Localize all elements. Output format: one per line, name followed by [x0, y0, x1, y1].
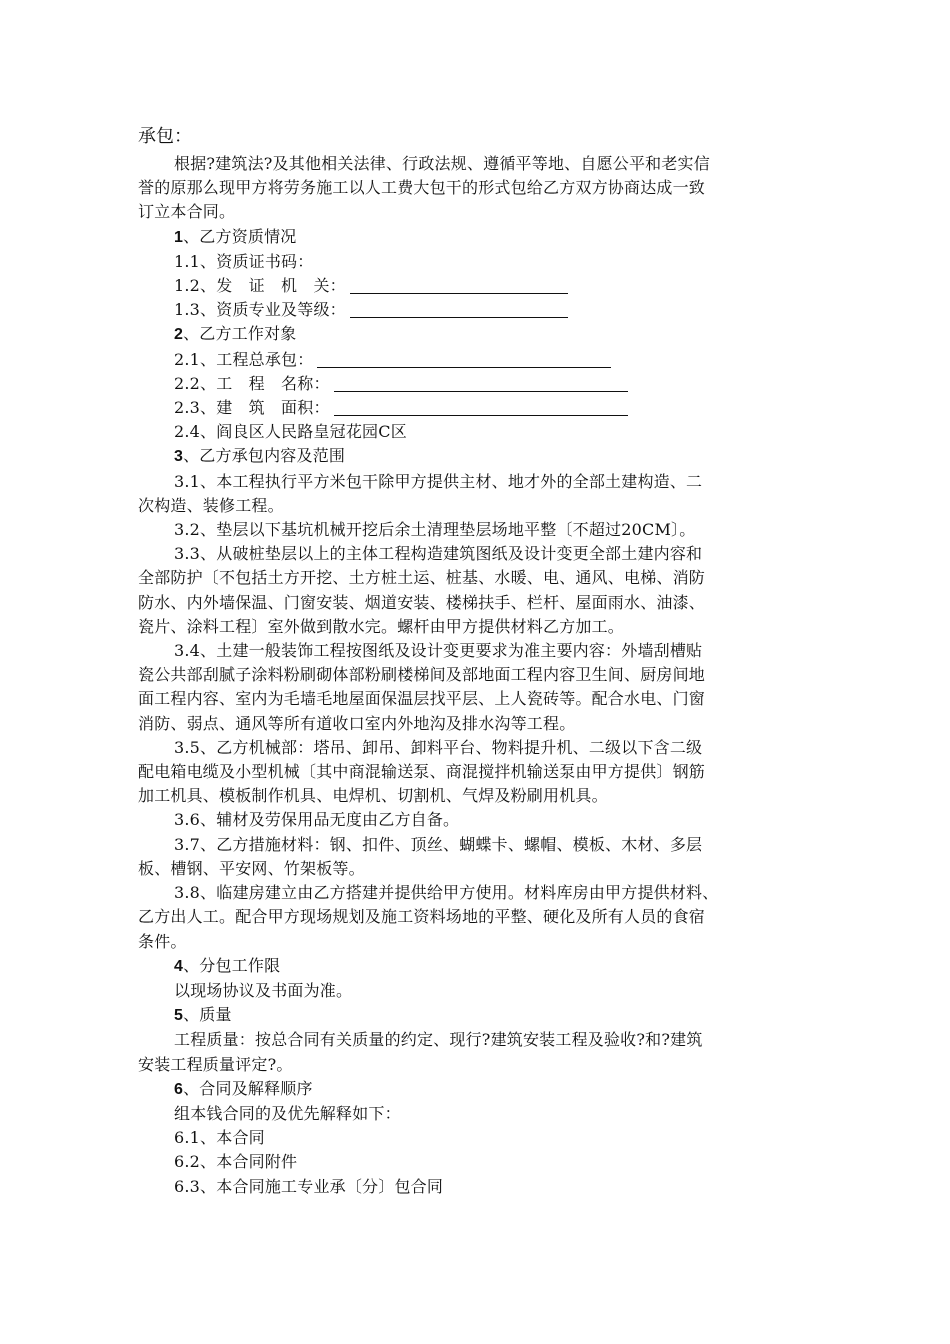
section-heading-5 [138, 1003, 818, 1028]
section-number: 4 [174, 957, 184, 975]
clause-3-4: 消防、弱点、通风等所有道收口室内外地沟及排水沟等工程。 [138, 713, 576, 733]
clause-6-intro: 组本钱合同的及优先解释如下： [174, 1103, 401, 1123]
blank-underline [334, 375, 628, 392]
clause-4-text: 以现场协议及书面为准。 [174, 980, 353, 1000]
field-label: 1.1、资质证书码： [174, 251, 314, 271]
section-heading-6 [138, 1077, 818, 1102]
section-number: 1 [174, 228, 184, 246]
field-label: 2.1、工程总承包： [174, 349, 314, 369]
clause-3-3: 3.3、从破桩垫层以上的主体工程构造建筑图纸及设计变更全部土建内容和 [174, 544, 703, 564]
section-title: 、乙方资质情况 [183, 226, 297, 246]
field-general-contractor [138, 348, 818, 372]
section-title: 、乙方承包内容及范围 [183, 446, 346, 466]
clause-6-2: 6.2、本合同附件 [174, 1152, 298, 1172]
clause-3-7: 板、槽钢、平安网、竹架板等。 [138, 858, 365, 878]
section-heading-2 [138, 322, 818, 347]
field-label: 2.3、建 筑 面积： [174, 398, 330, 418]
field-label: 1.3、资质专业及等级： [174, 300, 346, 320]
document-body [138, 124, 818, 1199]
section-heading-3 [138, 444, 818, 469]
blank-underline [334, 399, 628, 416]
section-title: 、分包工作限 [183, 955, 281, 975]
field-project-name [138, 372, 818, 396]
clause-3-4: 瓷公共部刮腻子涂料粉刷砌体部粉刷楼梯间及部地面工程内容卫生间、厨房间地 [138, 665, 706, 685]
field-building-area [138, 396, 818, 420]
clause-3-4: 面工程内容、室内为毛墙毛地屋面保温层找平层、上人瓷砖等。配合水电、门窗 [138, 689, 706, 709]
blank-underline [350, 301, 568, 318]
clause-3-1: 次构造、装修工程。 [138, 495, 284, 515]
document-title: 承包： [138, 126, 192, 147]
intro-line: 根据?建筑法?及其他相关法律、行政法规、遵循平等地、自愿公平和老实信 [174, 154, 710, 173]
clause-3-6: 3.6、辅材及劳保用品无度由乙方自备。 [174, 810, 460, 830]
section-title: 、乙方工作对象 [183, 324, 297, 344]
section-title: 、质量 [183, 1005, 232, 1025]
clause-3-5: 3.5、乙方机械部：塔吊、卸吊、卸料平台、物料提升机、二级以下含二级 [174, 737, 703, 757]
clause-3-2: 3.2、垫层以下基坑机械开挖后余土清理垫层场地平整〔不超过20CM〕。 [174, 520, 696, 540]
blank-underline [317, 351, 611, 368]
clause-3-5: 加工机具、模板制作机具、电焊机、切割机、气焊及粉刷用机具。 [138, 786, 608, 806]
intro-line: 订立本合同。 [138, 202, 236, 222]
field-cert-number [138, 250, 818, 274]
field-location: 2.4、阎良区人民路皇冠花园C区 [174, 422, 407, 442]
clause-3-3: 瓷片、涂料工程〕室外做到散水完。螺杆由甲方提供材料乙方加工。 [138, 616, 625, 636]
clause-3-8: 3.8、临建房建立由乙方搭建并提供给甲方使用。材料库房由甲方提供材料、 [174, 883, 719, 903]
clause-3-3: 防水、内外墙保温、门窗安装、烟道安装、楼梯扶手、栏杆、屋面雨水、油漆、 [138, 592, 706, 612]
clause-3-8: 条件。 [138, 931, 187, 951]
section-heading-4 [138, 954, 818, 979]
section-title: 、合同及解释顺序 [183, 1078, 313, 1098]
clause-3-8: 乙方出人工。配合甲方现场规划及施工资料场地的平整、硬化及所有人员的食宿 [138, 907, 706, 927]
field-label: 2.2、工 程 名称： [174, 373, 330, 393]
section-number: 5 [174, 1007, 184, 1025]
field-qualification-grade [138, 298, 818, 322]
clause-3-1: 3.1、本工程执行平方米包干除甲方提供主材、地才外的全部土建构造、二 [174, 471, 703, 491]
intro-line: 誉的原那么现甲方将劳务施工以人工费大包干的形式包给乙方双方协商达成一致 [138, 178, 706, 198]
section-number: 6 [174, 1080, 184, 1098]
clause-3-5: 配电箱电缆及小型机械〔其中商混输送泵、商混搅拌机输送泵由甲方提供〕钢筋 [138, 762, 706, 782]
clause-5-text: 工程质量：按总合同有关质量的约定、现行?建筑安装工程及验收?和?建筑 [174, 1030, 703, 1050]
field-issuing-authority [138, 274, 818, 298]
section-heading-1 [138, 225, 818, 250]
field-label: 1.2、发 证 机 关： [174, 276, 346, 296]
section-number: 3 [174, 448, 184, 466]
clause-3-3: 全部防护〔不包括土方开挖、土方桩土运、桩基、水暖、电、通风、电梯、消防 [138, 568, 706, 588]
section-number: 2 [174, 326, 184, 344]
clause-6-1: 6.1、本合同 [174, 1128, 265, 1148]
clause-5-text: 安装工程质量评定?。 [138, 1054, 293, 1074]
blank-underline [350, 277, 568, 294]
clause-6-3: 6.3、本合同施工专业承〔分〕包合同 [174, 1176, 444, 1196]
clause-3-4: 3.4、土建一般装饰工程按图纸及设计变更要求为准主要内容：外墙刮槽贴 [174, 641, 703, 661]
clause-3-7: 3.7、乙方措施材料：钢、扣件、顶丝、蝴蝶卡、螺帽、模板、木材、多层 [174, 834, 703, 854]
